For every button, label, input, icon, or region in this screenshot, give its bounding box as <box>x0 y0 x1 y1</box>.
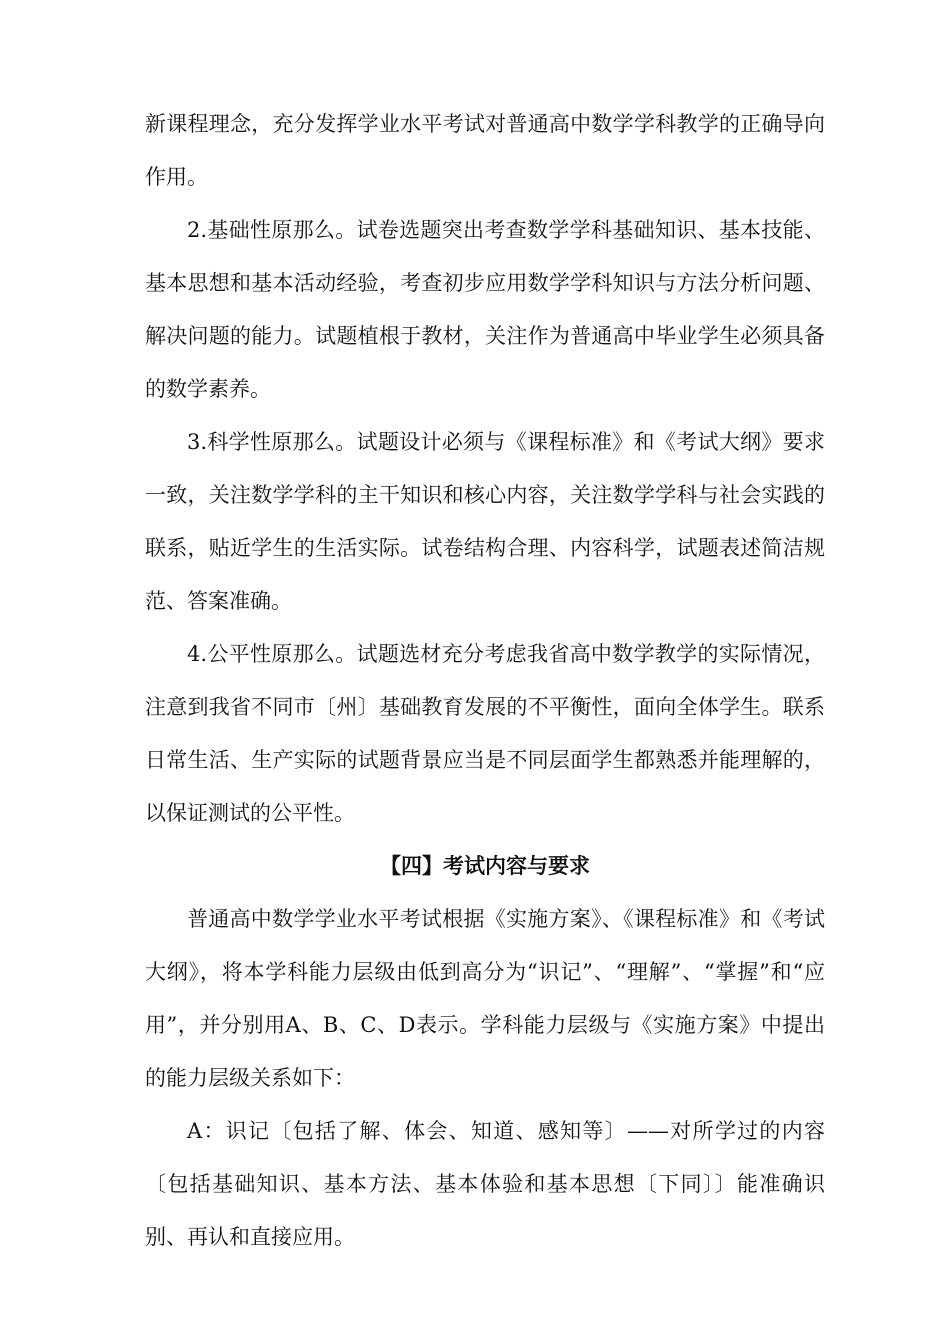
section-heading: 【四】考试内容与要求 <box>380 854 590 878</box>
paragraph-exam-content: 普通高中数学学业水平考试根据《实施方案》、《课程标准》和《考试大纲》，将本学科能力层级由低到高分为“识记”、“理解”、“掌握”和“应用”，并分别用A、B、C、D表示。学科能力层级与《实施方案》中提出的能力层级关系如下： <box>145 907 825 1090</box>
page-content <box>145 98 825 1264</box>
paragraph-principle-2: 2.基础性原那么。试卷选题突出考查数学学科基础知识、基本技能、基本思想和基本活动经验，考查初步应用数学学科知识与方法分析问题、解决问题的能力。试题植根于教材，关注作为普通高中毕业学生必须具备的数学素养。 <box>145 218 825 401</box>
paragraph-level-a: A：识记〔包括了解、体会、知道、感知等〕——对所学过的内容〔包括基础知识、基本方法、基本体验和基本思想〔下同〕〕能准确识别、再认和直接应用。 <box>145 1119 825 1249</box>
paragraph-continuation: 新课程理念，充分发挥学业水平考试对普通高中数学学科教学的正确导向作用。 <box>145 112 825 189</box>
paragraph-principle-3: 3.科学性原那么。试题设计必须与《课程标准》和《考试大纲》要求一致，关注数学学科的主干知识和核心内容，关注数学学科与社会实践的联系，贴近学生的生活实际。试卷结构合理、内容科学，试题表述简洁规范、答案准确。 <box>145 430 825 613</box>
paragraph-principle-4: 4.公平性原那么。试题选材充分考虑我省高中数学教学的实际情况，注意到我省不同市〔州〕基础教育发展的不平衡性，面向全体学生。联系日常生活、生产实际的试题背景应当是不同层面学生都熟悉并能理解的，以保证测试的公平性。 <box>145 642 825 825</box>
